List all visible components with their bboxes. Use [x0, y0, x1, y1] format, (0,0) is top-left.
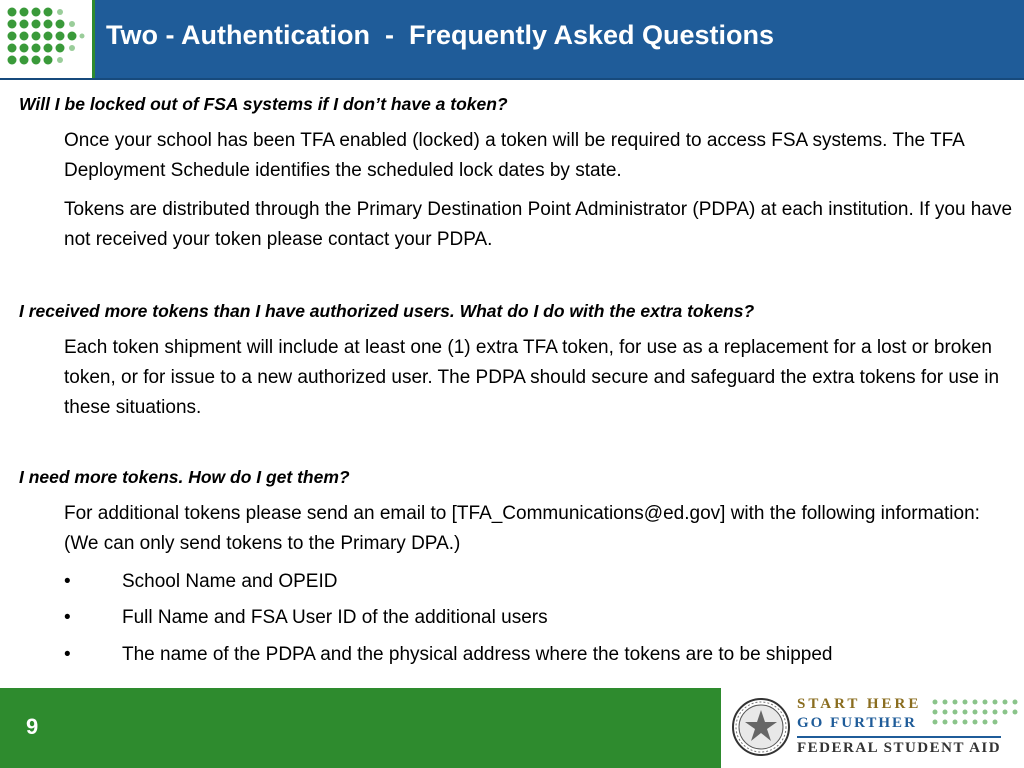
logo-fsa-name: FEDERAL STUDENT AID	[797, 736, 1001, 757]
faq-question-3: I need more tokens. How do I get them?	[19, 467, 350, 487]
faq-answer-2a: Each token shipment will include at least one (1) extra TFA token, for use as a replacement for a lost or broken token, or for issue to a new authorized user. The PDPA should secure and safeguard the extra tokens for use in these situations.	[64, 337, 1000, 418]
list-item	[64, 607, 548, 629]
bullet-text: School Name and OPEID	[122, 571, 338, 592]
faq-answer-3a: For additional tokens please send an email to [TFA_Communications@ed.gov] with the following information: (We can only send tokens to the Primary DPA.)	[64, 503, 980, 554]
header-bar	[0, 0, 1024, 80]
dot-grid-logo	[0, 0, 95, 78]
faq-question-1: Will I be locked out of FSA systems if I don’t have a token?	[19, 94, 508, 114]
dot-grid-icon	[4, 4, 88, 74]
logo-tagline-further: GO FURTHER	[797, 715, 917, 731]
faq-question-2: I received more tokens than I have authorized users. What do I do with the extra tokens?	[19, 301, 755, 321]
logo-tagline-start: START HERE	[797, 696, 922, 712]
bullet-text: The name of the PDPA and the physical address where the tokens are to be shipped	[122, 644, 833, 665]
bullet-icon: •	[64, 644, 71, 665]
page-number: 9	[26, 714, 39, 739]
page-title: Two - Authentication - Frequently Asked Questions	[106, 20, 775, 50]
faq-answer-1b: Tokens are distributed through the Primary Destination Point Administrator (PDPA) at each institution. If you have not received your token please contact your PDPA.	[64, 199, 1013, 250]
seal-icon	[731, 696, 791, 758]
fsa-logo	[718, 688, 1024, 768]
list-item	[64, 571, 337, 593]
bullet-icon: •	[64, 607, 71, 628]
bullet-text: Full Name and FSA User ID of the additional users	[122, 607, 548, 628]
list-item	[64, 644, 832, 666]
bullet-icon: •	[64, 571, 71, 592]
dot-pattern-icon	[931, 698, 1021, 732]
faq-answer-1a: Once your school has been TFA enabled (locked) a token will be required to access FSA systems. The TFA Deployment Schedule identifies the scheduled lock dates by state.	[64, 130, 964, 181]
